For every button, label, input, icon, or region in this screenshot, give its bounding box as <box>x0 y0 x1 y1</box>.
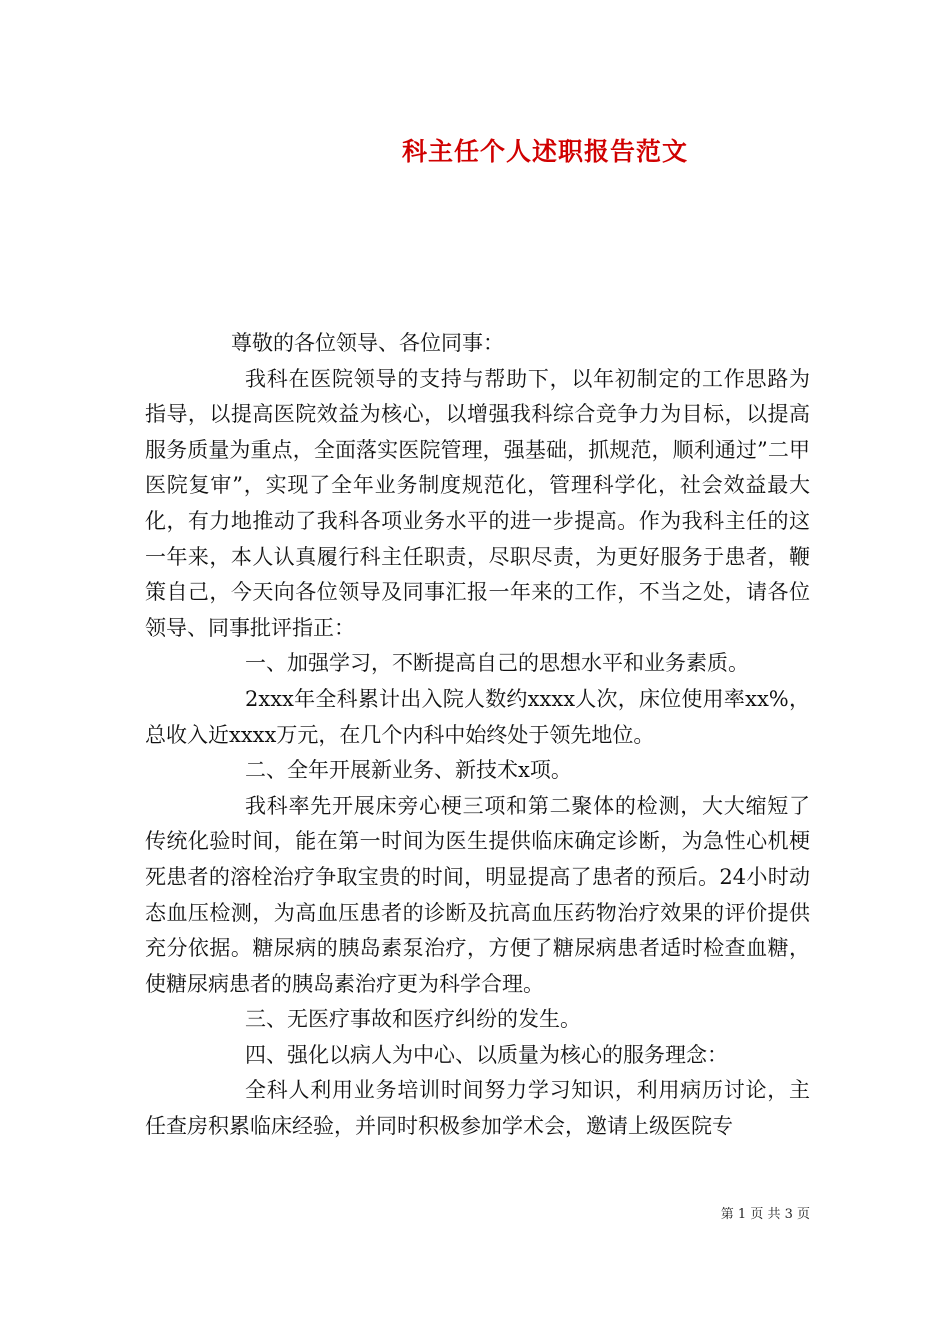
section-heading-4: 四、强化以病人为中心、以质量为核心的服务理念： <box>245 1042 728 1067</box>
paragraph-intro: 我科在医院领导的支持与帮助下，以年初制定的工作思路为指导，以提高医院效益为核心，以增强我科综合竞争力为目标，以提高服务质量为重点，全面落实医院管理，强基础，抓规范，顺利通过”二甲医院复审”，实现了全年业务制度规范化，管理科学化，社会效益最大化，有力地推动了我科各项业务水平的进一步提高。作为我科主任的这一年来，本人认真履行科主任职责，尽职尽责，为更好服务于患者，鞭策自己，今天向各位领导及同事汇报一年来的工作，不当之处，请各位领导、同事批评指正： <box>145 366 810 640</box>
paragraph-statistics: 2xxx年全科累计出入院人数约xxxx人次，床位使用率xx%，总收入近xxxx万元，在几个内科中始终处于领先地位。 <box>145 686 810 747</box>
section-heading-3: 三、无医疗事故和医疗纠纷的发生。 <box>245 1007 581 1032</box>
page-number-footer: 第 1 页 共 3 页 <box>720 1207 810 1222</box>
page-title: 科主任个人述职报告范文 <box>401 137 688 166</box>
section-heading-2: 二、全年开展新业务、新技术x项。 <box>245 758 572 783</box>
paragraph-training: 全科人利用业务培训时间努力学习知识，利用病历讨论，主任查房积累临床经验，并同时积极参加学术会，邀请上级医院专 <box>145 1078 810 1139</box>
section-heading-1: 一、加强学习，不断提高自己的思想水平和业务素质。 <box>245 651 749 676</box>
salutation: 尊敬的各位领导、各位同事： <box>231 331 504 355</box>
paragraph-new-services: 我科率先开展床旁心梗三项和第二聚体的检测，大大缩短了传统化验时间，能在第一时间为医生提供临床确定诊断，为急性心机梗死患者的溶栓治疗争取宝贵的时间，明显提高了患者的预后。24小时动态血压检测，为高血压患者的诊断及抗高血压药物治疗效果的评价提供充分依据。糖尿病的胰岛素泵治疗，方便了糖尿病患者适时检查血糖，使糖尿病患者的胰岛素治疗更为科学合理。 <box>145 793 810 996</box>
report-body <box>145 326 810 1145</box>
